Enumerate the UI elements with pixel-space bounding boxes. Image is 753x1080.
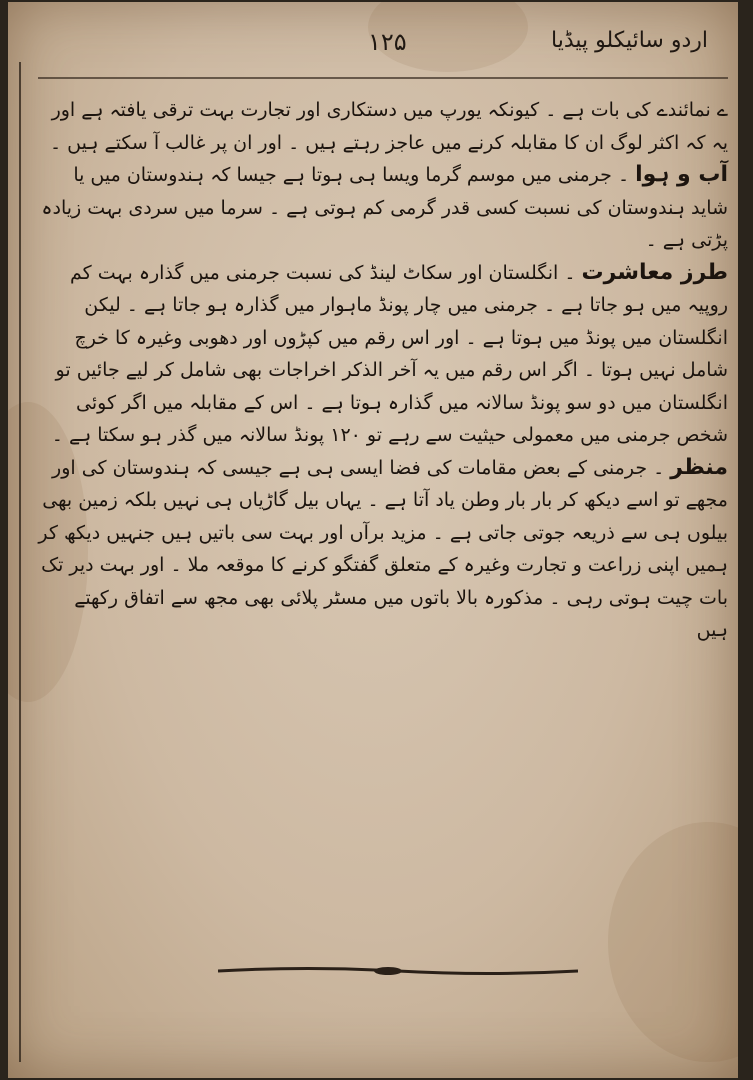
manuscript-page — [8, 2, 738, 1078]
paragraph-body: ۔ جرمنی کے بعض مقامات کی فضا ایسی ہی ہے جیسی کہ ہندوستان کی اور مجھے تو اسے دیکھ کر بار بار وطن یاد آتا ہے ۔ یہاں بیل گاڑیاں ہی نہیں بلکہ زمین بھی بیلوں ہی سے ذریعہ جوتی جاتی ہے ۔ مزید برآں اور بہت سی باتیں ہیں جنہیں دیکھ کر ہمیں اپنی زراعت و تجارت وغیرہ کے متعلق گفتگو کرنے کا موقعہ ملا ۔ اور بہت دیر تک بات چیت ہوتی رہی ۔ مذکورہ بالا باتوں میں مسٹر پلائی بھی مجھ سے اتفاق رکھتے ہیں — [38, 456, 728, 641]
paragraph — [38, 257, 728, 452]
paragraph-heading: طرز معاشرت — [581, 259, 728, 285]
end-ornament — [218, 964, 578, 978]
paragraph-heading: آب و ہوا — [635, 162, 728, 187]
paragraph — [38, 94, 728, 159]
body-text — [38, 94, 728, 647]
paragraph-body: ۔ جرمنی میں موسم گرما ویسا ہی ہوتا ہے جیسا کہ ہندوستان میں یا شاید ہندوستان کی نسبت کسی قدر گرمی کم ہوتی ہے ۔ سرما میں سردی بہت زیادہ پڑتی ہے ۔ — [41, 164, 728, 251]
paragraph-heading: منظر — [670, 454, 728, 480]
paragraph-body: ۔ انگلستان اور سکاٹ لینڈ کی نسبت جرمنی میں گذارہ بہت کم روپیہ میں ہو جاتا ہے ۔ جرمنی میں چار پونڈ ماہوار میں گذارہ ہو جاتا ہے ۔ لیکن انگلستان میں پونڈ میں ہوتا ہے ۔ اور اس رقم میں کپڑوں اور دھوبی وغیرہ کا خرچ شامل نہیں ہوتا ۔ اگر اس رقم میں یہ آخر الذکر اخراجات بھی شامل کر لیے جائیں تو انگلستان میں دو سو پونڈ سالانہ میں گذارہ ہوتا ہے ۔ اس کے مقابلہ میں اگر کوئی شخص جرمنی میں معمولی حیثیت سے رہے تو ۱۲۰ پونڈ سالانہ میں گذر ہو سکتا ہے ۔ — [51, 261, 728, 446]
paragraph — [38, 159, 728, 257]
paragraph-body: ے نمائندے کی بات ہے ۔ کیونکہ یورپ میں دستکاری اور تجارت بہت ترقی یافتہ ہے اور یہ کہ اکثر لوگ ان کا مقابلہ کرنے میں عاجز رہتے ہیں ۔ اور ان پر غالب آ سکتے ہیں ۔ — [49, 99, 728, 154]
page-number: ۱۲۵ — [368, 28, 407, 56]
page-header — [38, 28, 728, 68]
running-title: اردو سائیکلو پیڈیا — [551, 28, 708, 53]
header-rule — [38, 77, 728, 79]
paragraph — [38, 452, 728, 647]
margin-rule — [19, 62, 21, 1062]
paper-stain — [608, 822, 738, 1062]
